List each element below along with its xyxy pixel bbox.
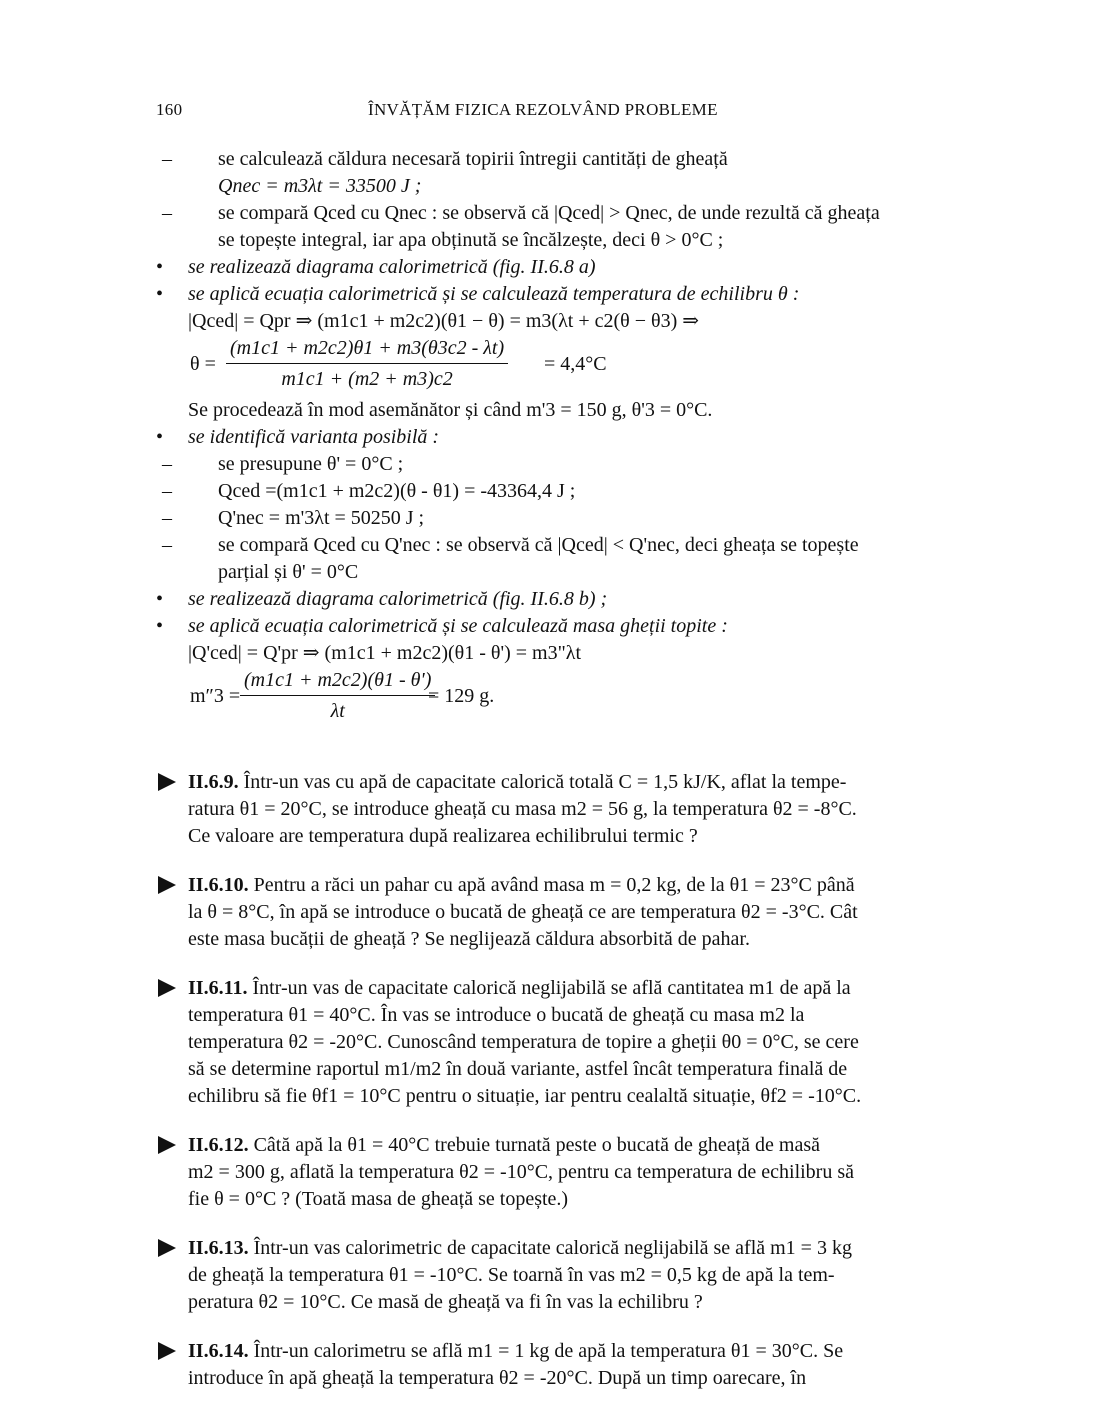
page-header (156, 100, 946, 128)
solution-line: – Q'nec = m'3λt = 50250 J ; (162, 507, 425, 529)
melted-ice-mass-formula (156, 667, 946, 729)
triangle-marker-icon (158, 1136, 176, 1154)
solution-bullet: • se realizează diagrama calorimetrică (fig. II.6.8 a) (156, 256, 596, 278)
formula-lhs: m″3 = (190, 685, 241, 707)
formula-numerator: (m1c1 + m2c2)(θ1 - θ') (240, 667, 435, 696)
formula-lhs: θ = (190, 353, 216, 375)
solution-line: parțial și θ' = 0°C (218, 561, 359, 583)
triangle-marker-icon (158, 773, 176, 791)
triangle-marker-icon (158, 876, 176, 894)
page-number: 160 (156, 100, 183, 119)
solution-line: |Qced| = Qpr ⇒ (m1c1 + m2c2)(θ1 − θ) = m3(λt + c2(θ − θ3) ⇒ (188, 310, 699, 332)
solution-bullet: • se realizează diagrama calorimetrică (fig. II.6.8 b) ; (156, 588, 608, 610)
solution-line: Se procedează în mod asemănător și când m'3 = 150 g, θ'3 = 0°C. (188, 399, 713, 421)
solution-line: – Qced =(m1c1 + m2c2)(θ - θ1) = -43364,4 J ; (162, 480, 576, 502)
solution-line: – se calculează căldura necesară topirii întregii cantități de gheață (162, 148, 728, 170)
solution-bullet: • se aplică ecuația calorimetrică și se calculează temperatura de echilibru θ : (156, 283, 800, 305)
running-title: ÎNVĂȚĂM FIZICA REZOLVÂND PROBLEME (368, 100, 718, 119)
triangle-marker-icon (158, 1342, 176, 1360)
solution-bullet: • se aplică ecuația calorimetrică și se calculează masa gheții topite : (156, 615, 728, 637)
formula-result: = 4,4°C (544, 353, 607, 375)
equilibrium-temperature-formula (156, 335, 946, 397)
problem-II-6-10: II.6.10. Pentru a răci un pahar cu apă având masa m = 0,2 kg, de la θ1 = 23°C până la θ = 8°C, în apă se introduce o bucată de gheață ce are temperatura θ2 = -3°C. Cât este masa bucății de gheață ? Se neglijează căldura absorbită de pahar. (156, 872, 946, 953)
formula-denominator: m1c1 + (m2 + m3)c2 (281, 368, 453, 390)
solution-line: |Q'ced| = Q'pr ⇒ (m1c1 + m2c2)(θ1 - θ') = m3"λt (188, 642, 582, 664)
solution-line: se topește integral, iar apa obținută se încălzește, deci θ > 0°C ; (218, 229, 724, 251)
page-content (156, 146, 946, 1392)
formula-numerator: (m1c1 + m2c2)θ1 + m3(θ3c2 - λt) (226, 335, 508, 364)
triangle-marker-icon (158, 979, 176, 997)
solution-bullet: • se identifică varianta posibilă : (156, 426, 440, 448)
solution-line: – se presupune θ' = 0°C ; (162, 453, 404, 475)
formula-denominator: λt (330, 700, 345, 722)
triangle-marker-icon (158, 1239, 176, 1257)
solution-line: – se compară Qced cu Q'nec : se observă că |Qced| < Q'nec, deci gheața se topește (162, 534, 859, 556)
problem-II-6-11: II.6.11. Într-un vas de capacitate calorică neglijabilă se află cantitatea m1 de apă la temperatura θ1 = 40°C. În vas se introduce o bucată de gheață cu masa m2 la temperatura θ2 = -20°C. Cunoscând temperatura de topire a gheții θ0 = 0°C, se cere să se determine raportul m1/m2 în două variante, astfel încât temperatura finală de echilibru să fie θf1 = 10°C pentru o situație, iar pentru cealaltă situație, θf2 = -10°C. (156, 975, 946, 1110)
solution-line: – se compară Qced cu Qnec : se observă că |Qced| > Qnec, de unde rezultă că gheața (162, 202, 880, 224)
solution-line: Qnec = m3λt = 33500 J ; (218, 175, 422, 197)
formula-fraction (240, 667, 435, 724)
problem-II-6-13: II.6.13. Într-un vas calorimetric de capacitate calorică neglijabilă se află m1 = 3 kg de gheață la temperatura θ1 = -10°C. Se toarnă în vas m2 = 0,5 kg de apă la tem- peratura θ2 = 10°C. Ce masă de gheață va fi în vas la echilibru ? (156, 1235, 946, 1316)
formula-fraction (226, 335, 508, 392)
formula-result: = 129 g. (428, 685, 495, 707)
problem-II-6-9: II.6.9. Într-un vas cu apă de capacitate calorică totală C = 1,5 kJ/K, aflat la tempe- ratura θ1 = 20°C, se introduce gheață cu masa m2 = 56 g, la temperatura θ2 = -8°C. Ce valoare are temperatura după realizarea echilibrului termic ? (156, 769, 946, 850)
problem-II-6-14: II.6.14. Într-un calorimetru se află m1 = 1 kg de apă la temperatura θ1 = 30°C. Se introduce în apă gheață la temperatura θ2 = -20°C. După un timp oarecare, în (156, 1338, 946, 1392)
problem-II-6-12: II.6.12. Câtă apă la θ1 = 40°C trebuie turnată peste o bucată de gheață de masă m2 = 300 g, aflată la temperatura θ2 = -10°C, pentru ca temperatura de echilibru să fie θ = 0°C ? (Toată masa de gheață se topește.) (156, 1132, 946, 1213)
